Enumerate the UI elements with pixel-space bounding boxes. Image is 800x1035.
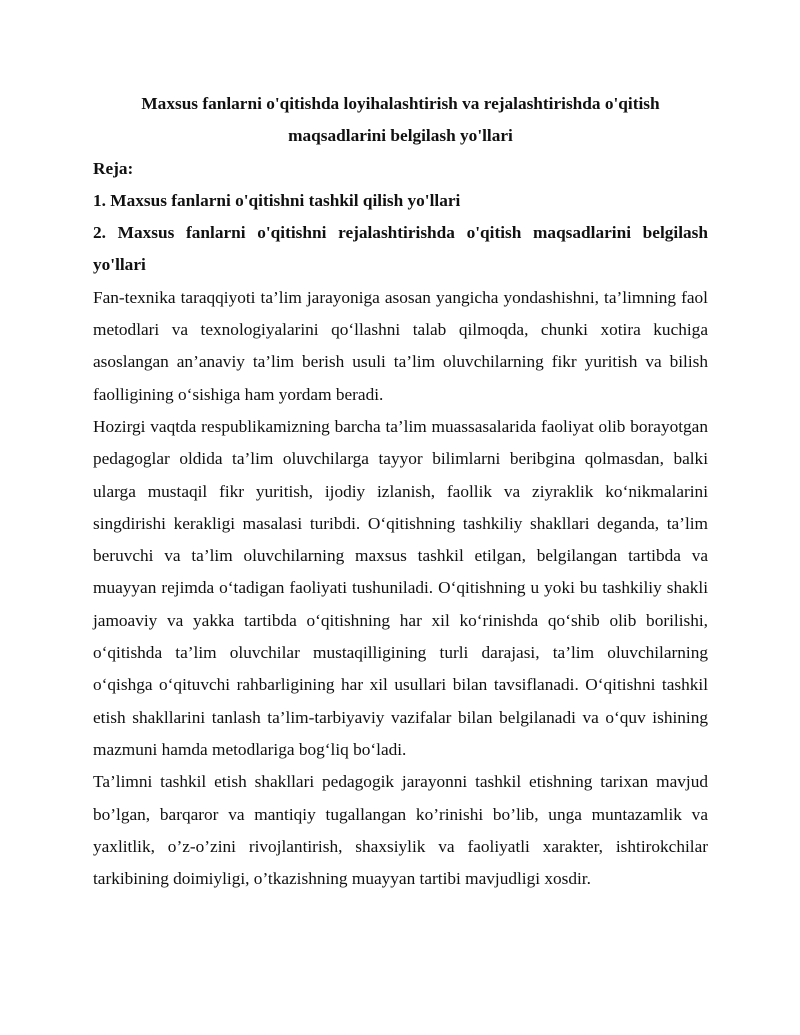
plan-item-1: 1. Maxsus fanlarni o'qitishni tashkil qilish yo'llari — [93, 190, 461, 210]
plan-item-2: 2. Maxsus fanlarni o'qitishni rejalashtirishda o'qitish maqsadlarini belgilash yo'llari — [93, 223, 708, 275]
paragraph-2: Hozirgi vaqtda respublikamizning barcha ta’lim muassasalarida faoliyat olib borayotgan pedagoglar oldida ta’lim oluvchilarga tayyor bilimlarni beribgina qolmasdan, balki ularga mustaqil fikr yuritish, ijodiy izlanish, faollik va ziyraklik ko‘nikmalarini singdirishi kerakligi masalasi turibdi. O‘qitishning tashkiliy shakllari deganda, ta’lim beruvchi va ta’lim oluvchilarning maxsus tashkil etilgan, belgilangan tartibda va muayyan rejimda o‘tadigan faoliyati tushuniladi. O‘qitishning u yoki bu tashkiliy shakli jamoaviy va yakka tartibda o‘qitishning har xil ko‘rinishda qo‘shib olib borilishi, o‘qitishda ta’lim oluvchilar mustaqilligining turli darajasi, ta’lim oluvchilarning o‘qishga o‘qituvchi rahbarligining har xil usullari bilan tavsiflanadi. O‘qitishni tashkil etish shakllarini tanlash ta’lim-tarbiyaviy vazifalar bilan belgilanadi va o‘quv ishining mazmuni hamda metodlariga bog‘liq bo‘ladi. — [93, 416, 708, 759]
document-title: Maxsus fanlarni o'qitishda loyihalashtirish va rejalashtirishda o'qitish maqsadlarini belgilash yo'llari — [141, 94, 660, 146]
paragraph-3: Ta’limni tashkil etish shakllari pedagogik jarayonni tashkil etishning tarixan mavjud bo’lgan, barqaror va mantiqiy tugallangan ko’rinishi bo’lib, unga muntazamlik va yaxlitlik, o’z-o’zini rivojlantirish, shaxsiylik va faoliyatli xarakter, ishtirokchilar tarkibining doimiyligi, o’tkazishning muayyan tartibi mavjudligi xosdir. — [93, 772, 708, 889]
paragraph-1: Fan-texnika taraqqiyoti ta’lim jarayoniga asosan yangicha yondashishni, ta’limning faol metodlari va texnologiyalarini qo‘llashni talab qilmoqda, chunki xotira kuchiga asoslangan an’anaviy ta’lim berish usuli ta’lim oluvchilarning fikr yuritish va bilish faolligining o‘sishiga ham yordam beradi. — [93, 287, 708, 404]
plan-label: Reja: — [93, 158, 134, 178]
document-page — [93, 88, 708, 895]
